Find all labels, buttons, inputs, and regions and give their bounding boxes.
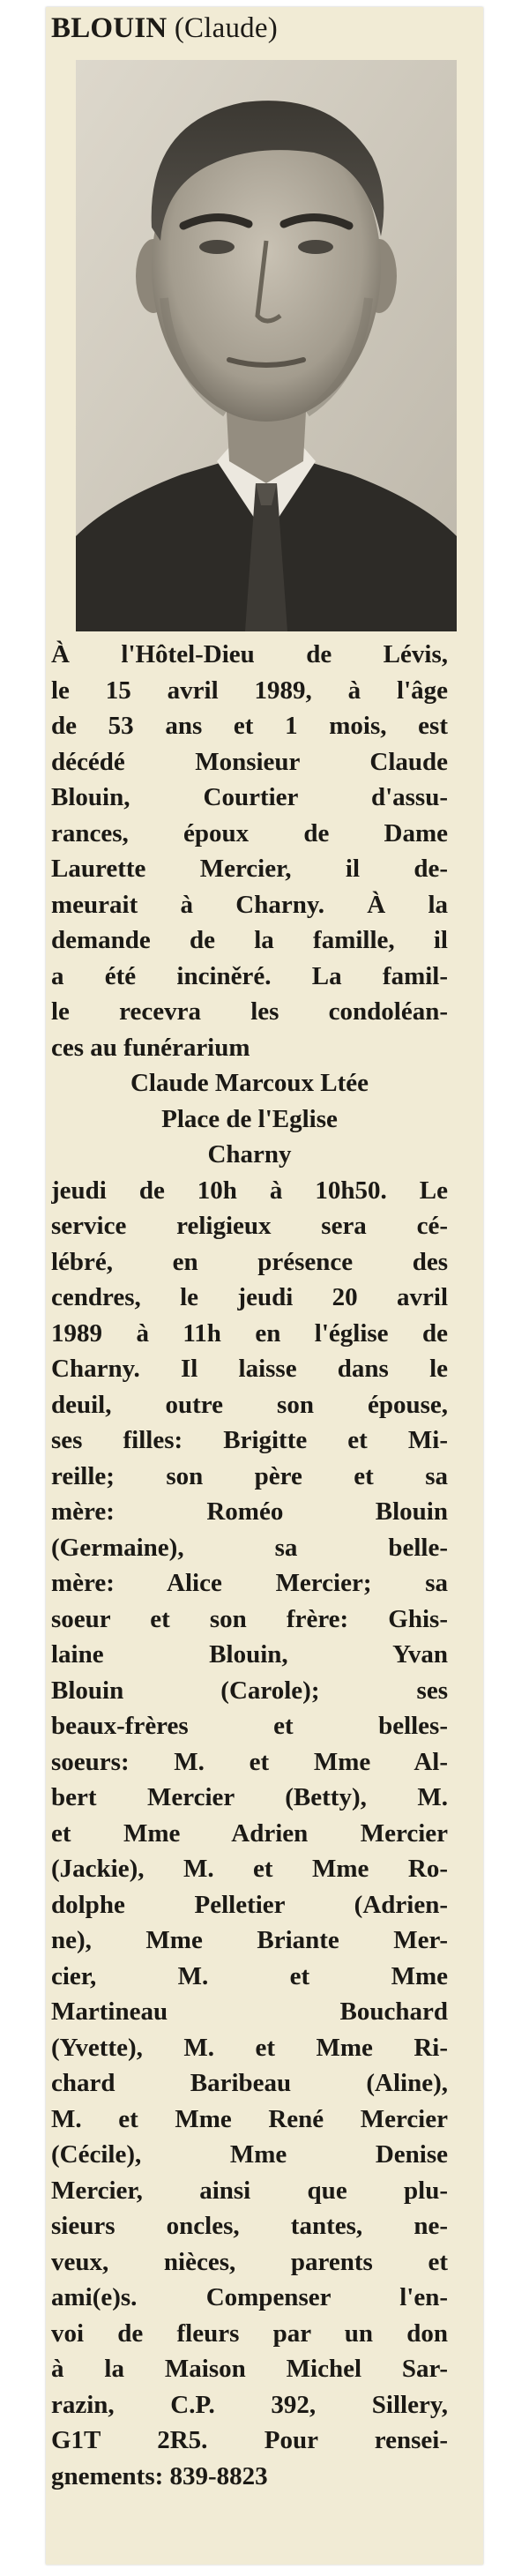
text-line: voi de fleurs par un don bbox=[51, 2318, 448, 2348]
text-line: sieurs oncles, tantes, ne- bbox=[51, 2212, 448, 2240]
text-line: beaux-frères et belles- bbox=[51, 1712, 448, 1740]
text-line: de 53 ans et 1 mois, est bbox=[51, 712, 448, 740]
text-line: mère: Alice Mercier; sa bbox=[51, 1569, 448, 1597]
text-line: dolphe Pelletier (Adrien- bbox=[51, 1890, 448, 1919]
text-line: Laurette Mercier, il de- bbox=[51, 855, 448, 883]
text-line: G1T 2R5. Pour rensei- bbox=[51, 2426, 448, 2454]
text-line: (Jackie), M. et Mme Ro- bbox=[51, 1855, 448, 1883]
text-line: meurait à Charny. À la bbox=[51, 890, 448, 919]
text-line: ses filles: Brigitte et Mi- bbox=[51, 1426, 448, 1454]
portrait-photo bbox=[76, 60, 457, 631]
text-line: ami(e)s. Compenser l'en- bbox=[51, 2283, 448, 2311]
text-line: veux, nièces, parents et bbox=[51, 2247, 448, 2276]
text-line: cier, M. et Mme bbox=[51, 1961, 448, 1990]
surname: BLOUIN bbox=[51, 12, 168, 44]
text-line: Blouin (Carole); ses bbox=[51, 1676, 448, 1705]
text-line: Mercier, ainsi que plu- bbox=[51, 2176, 448, 2205]
portrait-image bbox=[76, 60, 457, 631]
text-line: le recevra les condoléan- bbox=[51, 997, 448, 1026]
obituary-heading bbox=[51, 12, 278, 45]
text-line: demande de la famille, il bbox=[51, 926, 448, 954]
funeral-home-name: Claude Marcoux Ltée bbox=[130, 1069, 369, 1097]
text-line: le 15 avril 1989, à l'âge bbox=[51, 676, 448, 705]
text-line: lébré, en présence des bbox=[51, 1247, 448, 1276]
obituary-text bbox=[51, 637, 448, 2494]
text-line: cendres, le jeudi 20 avril bbox=[51, 1283, 448, 1311]
text-line: (Cécile), Mme Denise bbox=[51, 2140, 448, 2169]
text-line: soeur et son frère: Ghis- bbox=[51, 1604, 448, 1633]
funeral-home-address: Place de l'Eglise bbox=[161, 1104, 338, 1133]
text-line: jeudi de 10h à 10h50. Le bbox=[51, 1176, 448, 1205]
text-line: reille; son père et sa bbox=[51, 1461, 448, 1490]
text-line: décédé Monsieur Claude bbox=[51, 747, 448, 776]
first-name: (Claude) bbox=[174, 12, 278, 44]
text-line: et Mme Adrien Mercier bbox=[51, 1818, 448, 1848]
text-line: Charny. Il laisse dans le bbox=[51, 1355, 448, 1383]
text-line: à la Maison Michel Sar- bbox=[51, 2355, 448, 2383]
text-line: mère: Roméo Blouin bbox=[51, 1497, 448, 1526]
text-line: À l'Hôtel-Dieu de Lévis, bbox=[51, 640, 448, 668]
text-line: ces au funérarium bbox=[51, 1033, 250, 1062]
text-line: gnements: 839-8823 bbox=[51, 2461, 268, 2490]
funeral-home-city: Charny bbox=[207, 1140, 292, 1169]
text-line: chard Baribeau (Aline), bbox=[51, 2069, 448, 2097]
text-line: Martineau Bouchard bbox=[51, 1997, 448, 2026]
text-line: (Yvette), M. et Mme Ri- bbox=[51, 2033, 448, 2062]
text-line: service religieux sera cé- bbox=[51, 1212, 448, 1240]
text-line: laine Blouin, Yvan bbox=[51, 1640, 448, 1669]
text-line: ne), Mme Briante Mer- bbox=[51, 1926, 448, 1954]
text-line: razin, C.P. 392, Sillery, bbox=[51, 2390, 448, 2419]
text-line: deuil, outre son épouse, bbox=[51, 1390, 448, 1419]
text-line: (Germaine), sa belle- bbox=[51, 1533, 448, 1562]
text-line: 1989 à 11h en l'église de bbox=[51, 1318, 448, 1348]
text-line: soeurs: M. et Mme Al- bbox=[51, 1747, 448, 1776]
text-line: bert Mercier (Betty), M. bbox=[51, 1783, 448, 1811]
text-line: M. et Mme René Mercier bbox=[51, 2104, 448, 2133]
text-line: Blouin, Courtier d'assu- bbox=[51, 783, 448, 811]
text-line: a été inciněré. La famil- bbox=[51, 961, 448, 990]
text-line: rances, époux de Dame bbox=[51, 818, 448, 847]
